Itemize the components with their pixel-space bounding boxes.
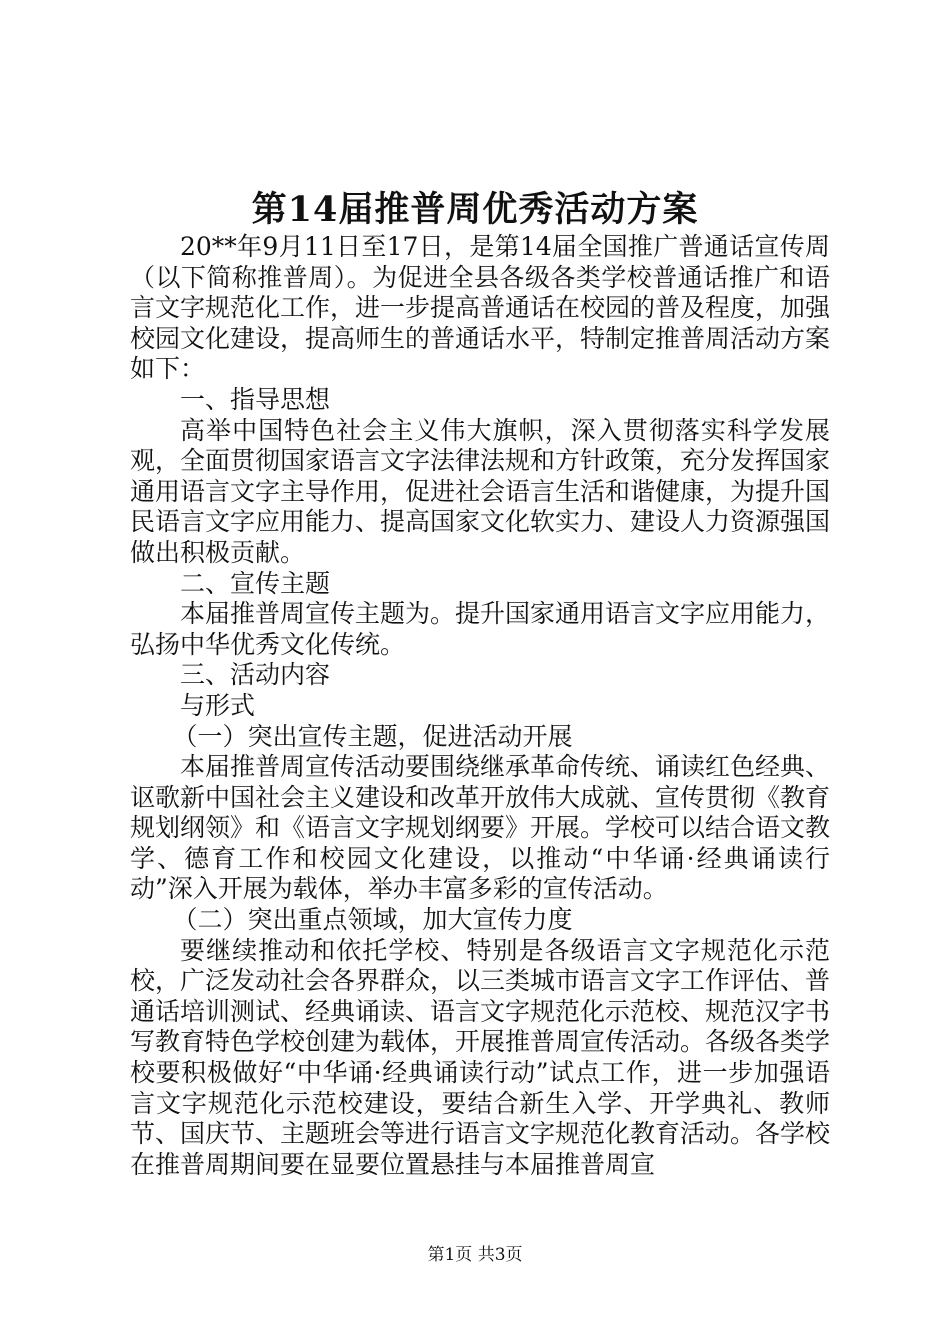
- section-heading-activities: 三、活动内容: [180, 660, 331, 690]
- paragraph-theme: 本届推普周宣传主题为。提升国家通用语言文字应用能力，弘扬中华优秀文化传统。: [130, 599, 831, 659]
- page-footer: 第1页 共3页: [427, 1245, 523, 1265]
- document-body: [130, 232, 830, 1180]
- subsection-heading-2: （二）突出重点领域，加大宣传力度: [172, 905, 573, 935]
- paragraph-guiding-ideology: 高举中国特色社会主义伟大旗帜，深入贯彻落实科学发展观，全面贯彻国家语言文字法律法规和方针政策，充分发挥国家通用语言文字主导作用，促进社会语言生活和谐健康，为提升国民语言文字应用能力、提高国家文化软实力、建设人力资源强国做出积极贡献。: [130, 415, 831, 567]
- paragraph-subsection-2: 要继续推动和依托学校、特别是各级语言文字规范化示范校，广泛发动社会各界群众，以三类城市语言文字工作评估、普通话培训测试、经典诵读、语言文字规范化示范校、规范汉字书写教育特色学校创建为载体，开展推普周宣传活动。各级各类学校要积极做好“中华诵·经典诵读行动”试点工作，进一步加强语言文字规范化示范校建设，要结合新生入学、开学典礼、教师节、国庆节、主题班会等进行语言文字规范化教育活动。各学校在推普周期间要在显要位置悬挂与本届推普周宣: [130, 935, 831, 1179]
- document-title: 第14届推普周优秀活动方案: [251, 189, 699, 230]
- section-heading-theme: 二、宣传主题: [180, 568, 331, 598]
- subsection-heading-1: （一）突出宣传主题，促进活动开展: [172, 721, 573, 751]
- section-heading-activities-cont: 与形式: [180, 690, 256, 720]
- paragraph-intro: 20**年9月11日至17日，是第14届全国推广普通话宣传周（以下简称推普周）。为促进全县各级各类学校普通话推广和语言文字规范化工作，进一步提高普通话在校园的普及程度，加强校园文化建设，提高师生的普通话水平，特制定推普周活动方案如下：: [130, 232, 831, 384]
- paragraph-subsection-1: 本届推普周宣传活动要围绕继承革命传统、诵读红色经典、讴歌新中国社会主义建设和改革开放伟大成就、宣传贯彻《教育规划纲领》和《语言文字规划纲要》开展。学校可以结合语文教学、德育工作和校园文化建设，以推动“中华诵·经典诵读行动”深入开展为载体，举办丰富多彩的宣传活动。: [130, 752, 831, 904]
- section-heading-guiding-ideology: 一、指导思想: [180, 384, 331, 414]
